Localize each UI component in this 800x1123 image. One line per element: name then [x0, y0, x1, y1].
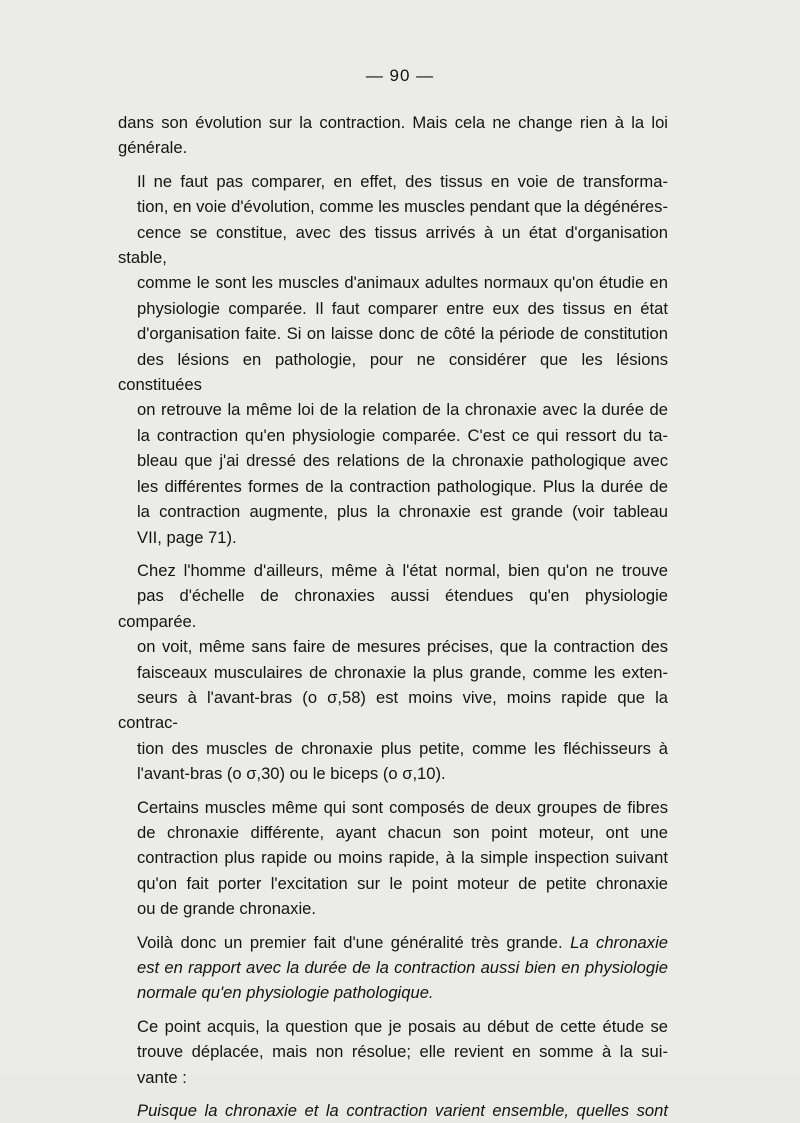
text-line: Chez l'homme d'ailleurs, même à l'état normal, bien qu'on ne trouve [137, 560, 668, 580]
italic-run: La chronaxie [570, 932, 668, 952]
text-line: trouve déplacée, mais non résolue; elle revient en somme à la sui- [137, 1042, 668, 1062]
text-line: d'organisation faite. Si on laisse donc de côté la période de constitution [137, 324, 668, 344]
text-line: ou de grande chronaxie. [137, 899, 316, 919]
text-line: tion des muscles de chronaxie plus petite, comme les fléchisseurs à [137, 738, 668, 758]
text-line: bleau que j'ai dressé des relations de la chronaxie pathologique avec [137, 451, 668, 471]
text-line: Ce point acquis, la question que je posais au début de cette étude se [137, 1016, 668, 1036]
text-run: Voilà donc un premier fait d'une généralité très grande. [137, 932, 563, 952]
text-line: tion, en voie d'évolution, comme les muscles pendant que la dégénéres- [137, 197, 668, 217]
text-line: pas d'échelle de chronaxies aussi étendues qu'en physiologie comparée. [118, 586, 668, 631]
page-number: — 90 — [365, 66, 435, 85]
text-line: Puisque la chronaxie et la contraction varient ensemble, quelles sont [137, 1101, 668, 1121]
text-line: faisceaux musculaires de chronaxie la plus grande, comme les exten- [137, 662, 668, 682]
text-line: qu'on fait porter l'excitation sur le point moteur de petite chronaxie [137, 873, 668, 893]
paragraph-5 [118, 930, 668, 1006]
text-line: générale. [118, 138, 188, 158]
text-line: Certains muscles même qui sont composés de deux groupes de fibres [137, 797, 668, 817]
text-line: comme le sont les muscles d'animaux adultes normaux qu'on étudie en [137, 273, 668, 293]
text-line: on retrouve la même loi de la relation de la chronaxie avec la durée de [137, 400, 668, 420]
text-line: dans son évolution sur la contraction. Mais cela ne change rien à la loi [118, 113, 668, 132]
text-line: Il ne faut pas comparer, en effet, des tissus en voie de transforma- [137, 171, 668, 191]
text-line: on voit, même sans faire de mesures précises, que la contraction des [137, 637, 668, 657]
paragraph-1 [118, 110, 668, 161]
paragraph-2 [118, 169, 668, 550]
text-line: vante : [137, 1067, 187, 1087]
text-line: les différentes formes de la contraction pathologique. Plus la durée de [137, 476, 668, 496]
body-text [118, 110, 668, 1123]
text-line: cence se constitue, avec des tissus arrivés à un état d'organisation stable, [118, 222, 668, 268]
text-line [118, 930, 668, 955]
text-line: physiologie comparée. Il faut comparer entre eux des tissus en état [137, 298, 668, 318]
text-line: est en rapport avec la durée de la contraction aussi bien en physiologie [137, 958, 668, 977]
paragraph-6 [118, 1014, 668, 1090]
text-line: seurs à l'avant-bras (o σ,58) est moins vive, moins rapide que la contrac- [118, 687, 668, 733]
paragraph-7 [118, 1098, 668, 1123]
text-line: des lésions en pathologie, pour ne considérer que les lésions constituées [118, 349, 668, 395]
text-line: la contraction qu'en physiologie comparée. C'est ce qui ressort du ta- [137, 425, 668, 445]
text-line: la contraction augmente, plus la chronaxie est grande (voir tableau [137, 502, 668, 522]
text-line: l'avant-bras (o σ,30) ou le biceps (o σ,10). [137, 764, 446, 784]
text-line: normale qu'en physiologie pathologique. [137, 983, 434, 1003]
text-line: VII, page 71). [137, 527, 237, 547]
paragraph-4 [118, 795, 668, 922]
paragraph-3 [118, 558, 668, 787]
text-line: contraction plus rapide ou moins rapide, à la simple inspection suivant [137, 848, 668, 868]
text-line: de chronaxie différente, ayant chacun son point moteur, ont une [137, 822, 668, 842]
